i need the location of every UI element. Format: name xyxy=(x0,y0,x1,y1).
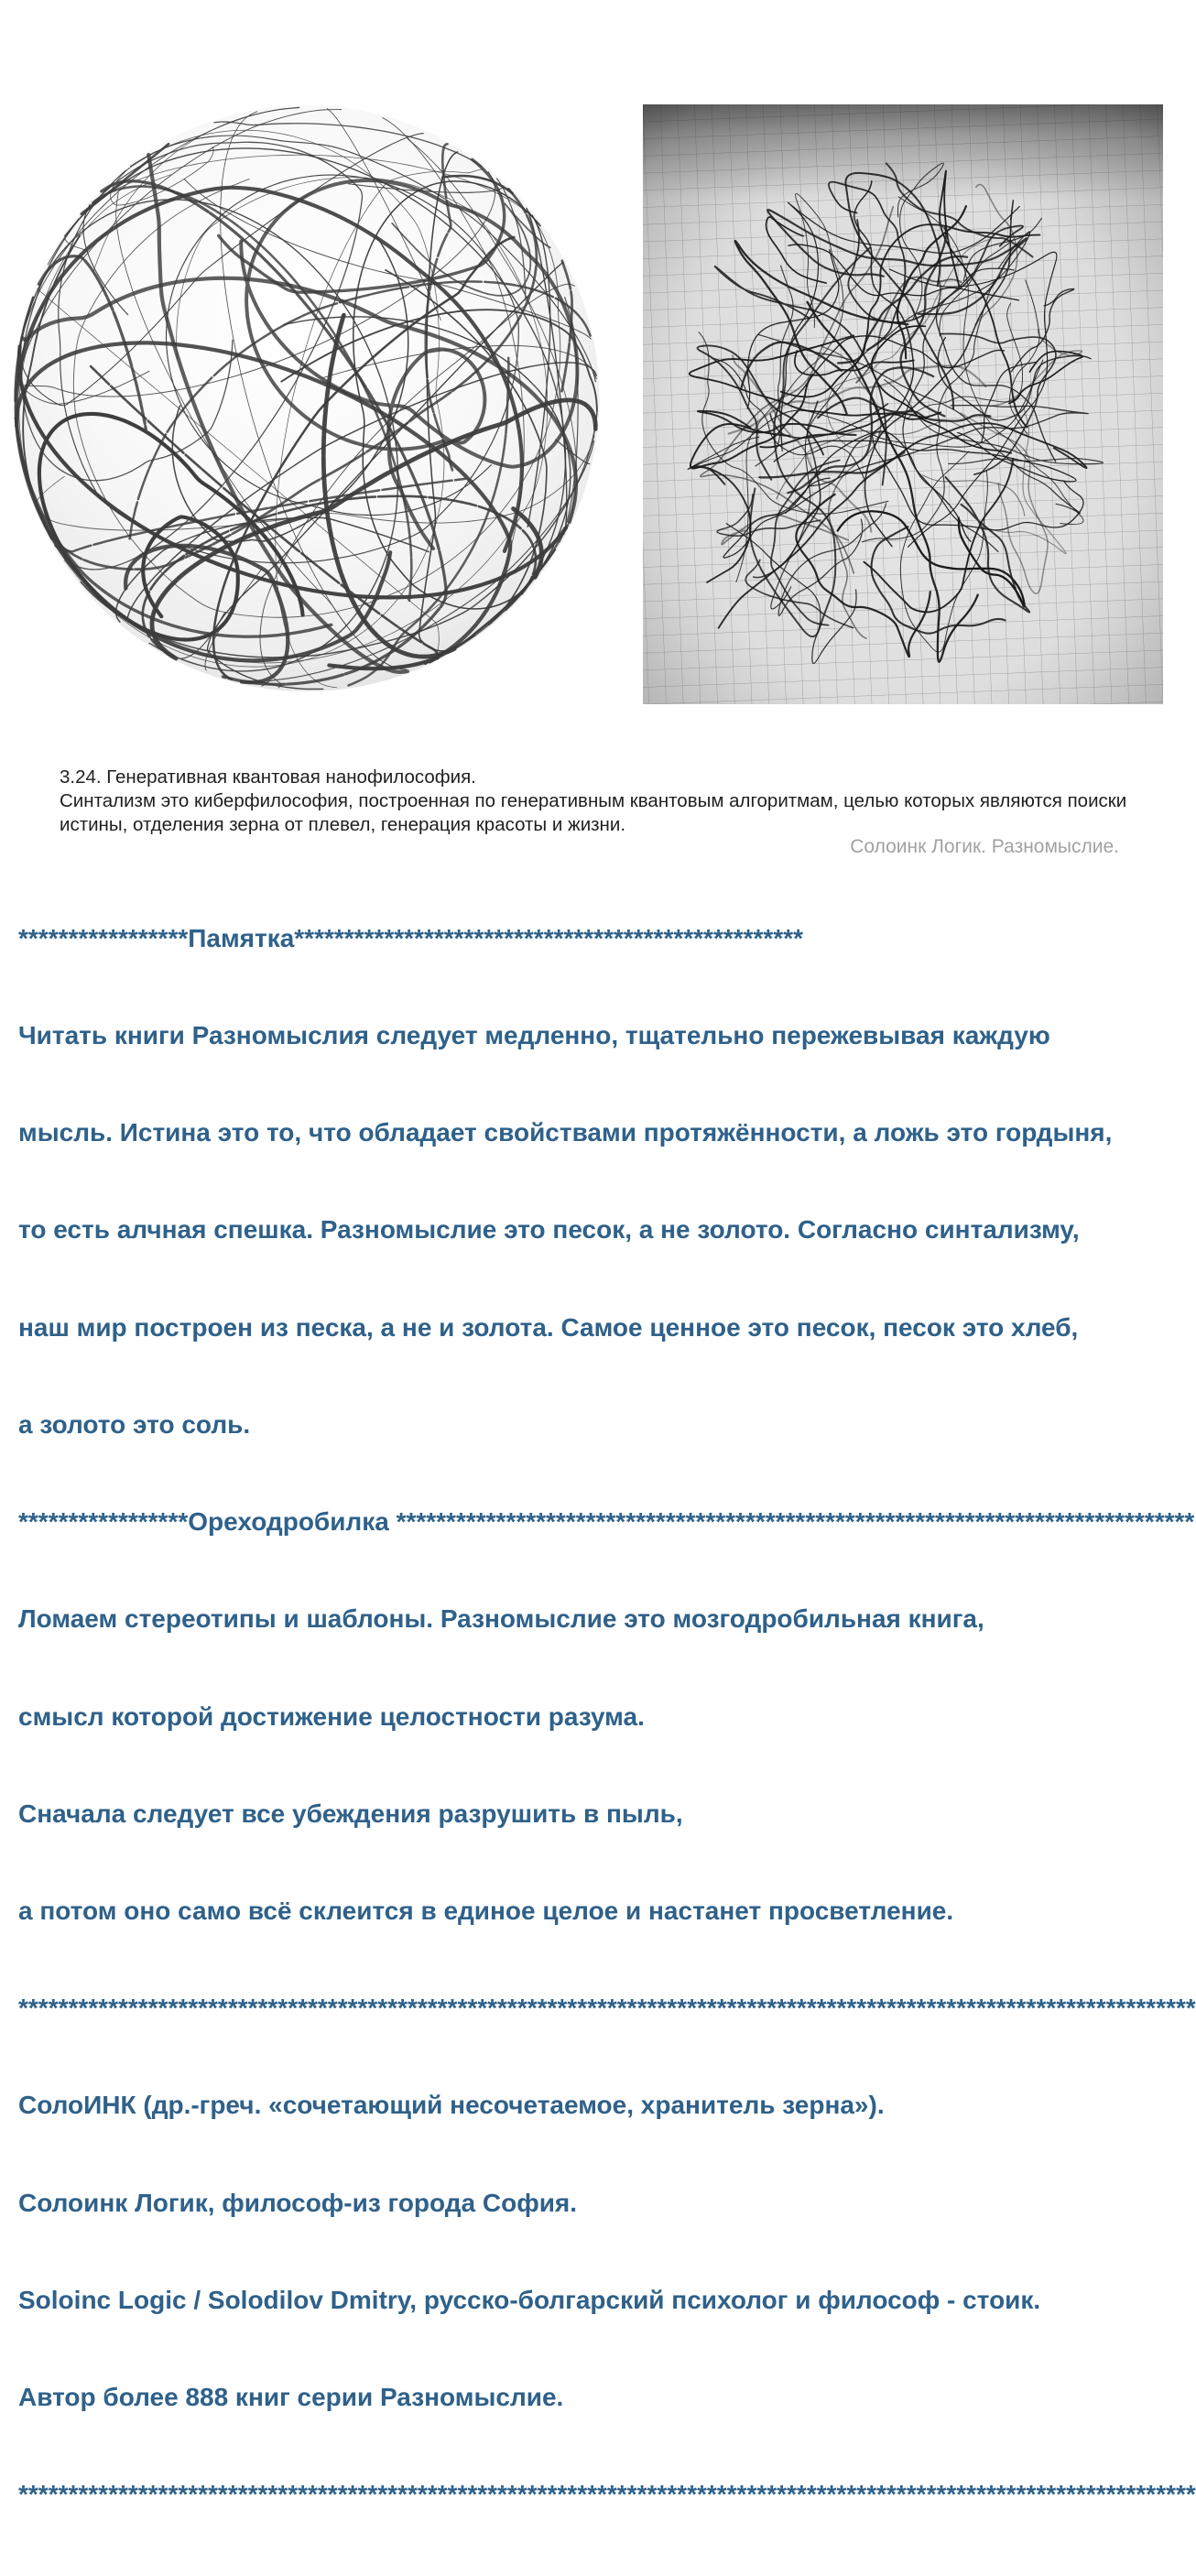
photo-vignette xyxy=(643,104,1163,704)
text-line-header-pamyatka: *****************Памятка*************************************************** xyxy=(18,923,804,952)
caption-line: 3.24. Генеративная квантовая нанофилософия. xyxy=(60,766,476,788)
caption-line: Синтализм это киберфилософия, построенная по генеративным квантовым алгоритмам, целью которых являются поиски xyxy=(60,789,1127,811)
text-line: Читать книги Разномыслия следует медленно, тщательно пережевывая каждую xyxy=(18,1021,1050,1050)
scribble-sphere-image xyxy=(11,101,602,694)
text-line: СолоИНК (др.-греч. «сочетающий несочетаемое, хранитель зерна»). xyxy=(18,2091,885,2120)
separator-line: ********************************************************************************************************************** xyxy=(18,2480,1196,2509)
figure-scribble-sphere xyxy=(11,101,602,694)
text-line: мысль. Истина это то, что обладает свойствами протяжённости, а ложь это гордыня, xyxy=(18,1118,1113,1147)
text-line: Автор более 888 книг серии Разномыслие. xyxy=(18,2383,564,2412)
graph-paper-sketch-image xyxy=(643,104,1163,704)
text-line: а золото это соль. xyxy=(18,1409,251,1439)
figure-graph-paper-sketch xyxy=(643,104,1163,704)
text-line: Сначала следует все убеждения разрушить в пыль, xyxy=(18,1799,683,1828)
text-line: Soloinc Logic / Solodilov Dmitry, русско-болгарский психолог и философ - стоик. xyxy=(18,2285,1041,2314)
separator-line: ********************************************************************************************************************** xyxy=(18,1994,1196,2023)
figure-caption xyxy=(60,766,1154,836)
text-line: смысл которой достижение целостности разума. xyxy=(18,1701,645,1731)
text-line: а потом оно само всё склеится в единое целое и настанет просветление. xyxy=(18,1897,954,1925)
text-line: Солоинк Логик, философ-из города София. xyxy=(18,2188,578,2217)
body-text xyxy=(18,857,1196,2576)
text-line: наш мир построен из песка, а не и золота. Самое ценное это песок, песок это хлеб, xyxy=(18,1312,1079,1342)
text-line: то есть алчная спешка. Разномыслие это песок, а не золото. Согласно синтализму, xyxy=(18,1215,1080,1245)
author-credit: Солоинк Логик. Разномыслие. xyxy=(850,836,1119,857)
caption-line: истины, отделения зерна от плевел, генерация красоты и жизни. xyxy=(60,813,626,835)
text-line-header-orehodrobilka: *****************Ореходробилка ******************************************************************************** xyxy=(18,1507,1195,1537)
text-line: Ломаем стереотипы и шаблоны. Разномыслие это мозгодробильная книга, xyxy=(18,1604,984,1634)
